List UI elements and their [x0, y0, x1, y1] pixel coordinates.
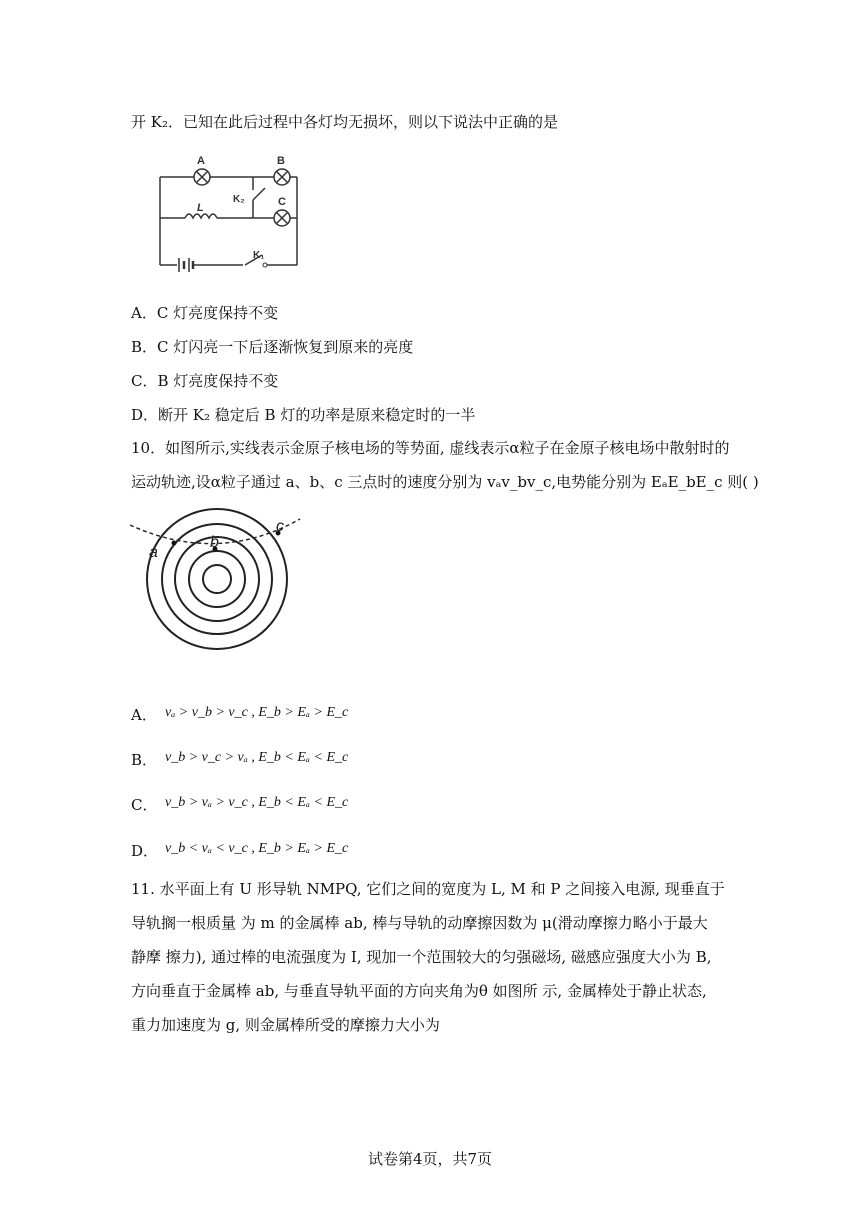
point-c-label: c — [276, 518, 284, 535]
label-k2: K₂ — [233, 194, 245, 205]
label-c: C — [278, 196, 286, 208]
q10-line2: 运动轨迹,设α粒子通过 a、b、c 三点时的速度分别为 vₐv_bv_c,电势能分别为 EₐE_bE_c 则( ) — [131, 473, 759, 491]
q10-option-d: v_b < vₐ < v_c , E_b > Eₐ > E_c — [165, 841, 349, 856]
q11-line3: 静摩 擦力), 通过棒的电流强度为 I, 现加一个范围较大的匀强磁场, 磁感应强度大小为 B, — [131, 948, 712, 966]
q10-option-c-label: C． — [131, 796, 158, 814]
lamp-a — [194, 169, 210, 185]
lamp-b — [274, 169, 290, 185]
q11-line2: 导轨搁一根质量 为 m 的金属棒 ab, 棒与导轨的动摩擦因数为 μ(滑动摩擦力略小于最大 — [131, 914, 708, 932]
q10-option-a: vₐ > v_b > v_c , E_b > Eₐ > E_c — [165, 705, 349, 720]
circuit-diagram — [157, 150, 307, 280]
q10-line1: 10．如图所示,实线表示金原子核电场的等势面, 虚线表示α粒子在金原子核电场中散射时的 — [131, 439, 730, 457]
point-b-label: b — [210, 534, 219, 551]
q11-line1: 11. 水平面上有 U 形导轨 NMPQ, 它们之间的宽度为 L, M 和 P 之间接入电源, 现垂直于 — [131, 880, 725, 898]
q10-option-d-label: D． — [131, 842, 159, 860]
lamp-c — [274, 210, 290, 226]
q10-option-c: v_b > vₐ > v_c , E_b < Eₐ < E_c — [165, 795, 349, 810]
q9-option-d: D．断开 K₂ 稳定后 B 灯的功率是原来稳定时的一半 — [131, 406, 476, 424]
q9-option-a: A．C 灯亮度保持不变 — [131, 304, 279, 322]
q10-option-a-label: A． — [131, 706, 157, 724]
q11-line4: 方向垂直于金属棒 ab, 与垂直导轨平面的方向夹角为θ 如图所 示, 金属棒处于静止状态, — [131, 982, 707, 1000]
label-a: A — [197, 155, 205, 167]
q10-option-b-label: B． — [131, 751, 158, 769]
q9-intro: 开 K₂．已知在此后过程中各灯均无损坏，则以下说法中正确的是 — [131, 113, 558, 131]
equipotential-figure — [128, 495, 308, 670]
q9-option-b: B．C 灯闪亮一下后逐渐恢复到原来的亮度 — [131, 338, 414, 356]
point-a-label: a — [149, 544, 158, 561]
label-l: L — [197, 202, 204, 214]
q11-line5: 重力加速度为 g, 则金属棒所受的摩擦力大小为 — [131, 1016, 440, 1034]
label-b: B — [277, 155, 285, 167]
inductor-coil — [185, 214, 217, 218]
q9-option-c: C．B 灯亮度保持不变 — [131, 372, 279, 390]
q10-option-b: v_b > v_c > vₐ , E_b < Eₐ < E_c — [165, 750, 349, 765]
label-k1: K₁ — [253, 250, 265, 261]
page-footer: 试卷第4页，共7页 — [367, 1150, 493, 1168]
